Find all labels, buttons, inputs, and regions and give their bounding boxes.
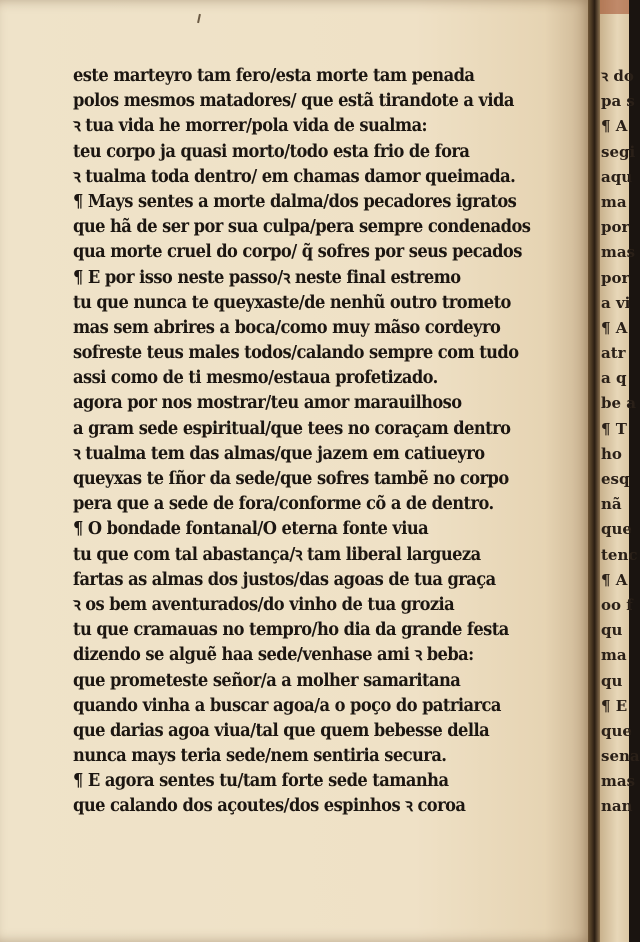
text-line: a gram sede espiritual/que tees no coraçam dentro — [73, 418, 511, 439]
right-page-line-fragment: que — [601, 520, 632, 539]
right-page-line-fragment: atr — [601, 344, 626, 363]
text-line: mas sem abrires a boca/como muy mãso cordeyro — [73, 317, 501, 338]
right-page-line-fragment: oo f — [601, 595, 633, 614]
text-line: que prometeste señor/a a molher samaritana — [73, 670, 461, 691]
right-page-line-fragment: mas — [601, 243, 636, 262]
right-page-line-fragment: aqu — [601, 167, 633, 186]
text-line: dizendo se alguẽ haa sede/venhase ami ꝛ beba: — [73, 645, 474, 666]
text-line: ¶ O bondade fontanal/O eterna fonte viua — [73, 519, 429, 540]
right-page-line-fragment: tenc — [601, 545, 638, 564]
right-page-line-fragment: ¶ A — [601, 318, 628, 337]
text-line: teu corpo ja quasi morto/todo esta frio de fora — [73, 141, 470, 162]
text-line: polos mesmos matadores/ que estã tirandote a vida — [73, 91, 514, 112]
right-page-line-fragment: a q — [601, 369, 627, 388]
text-line: fartas as almas dos justos/das agoas de tua graça — [73, 569, 496, 590]
right-page-line-fragment: ¶ T — [601, 419, 627, 438]
red-edge-stain — [600, 0, 629, 14]
right-page-line-fragment: ma — [601, 646, 627, 665]
right-page-line-fragment: qu — [601, 671, 623, 690]
right-page-line-fragment: sena — [601, 747, 640, 766]
paper-speck — [197, 14, 201, 23]
text-line: ꝛ tua vida he morrer/pola vida de sualma: — [73, 116, 428, 137]
right-page-fragments — [601, 64, 640, 820]
right-page-line-fragment: a vi — [601, 293, 631, 312]
right-page-line-fragment: esq — [601, 470, 630, 488]
text-line: ¶ Mays sentes a morte dalma/dos pecadores igratos — [73, 191, 517, 212]
text-line: pera que a sede de fora/conforme cõ a de dentro. — [73, 494, 494, 515]
text-line: ꝛ os bem aventurados/do vinho de tua grozia — [73, 594, 455, 615]
text-line: quando vinha a buscar agoa/a o poço do patriarca — [73, 695, 501, 716]
text-line: ¶ E agora sentes tu/tam forte sede tamanha — [73, 771, 449, 792]
text-line: que darias agoa viua/tal que quem bebesse della — [73, 720, 490, 741]
right-page-line-fragment: be a — [601, 394, 636, 413]
right-page-line-fragment: ¶ A — [601, 117, 628, 136]
book-gutter — [588, 0, 600, 942]
text-line: assi como de ti mesmo/estaua profetizado. — [73, 368, 438, 389]
right-page-line-fragment: segi — [601, 142, 636, 161]
right-page-line-fragment: mas — [601, 772, 636, 791]
right-page-line-fragment: nã — [601, 495, 622, 514]
verse-text-block — [73, 64, 557, 820]
right-page-line-fragment: por — [601, 218, 630, 237]
text-line: tu que com tal abastança/ꝛ tam liberal largueza — [73, 544, 481, 565]
right-page-line-fragment: ¶ A — [601, 570, 628, 589]
text-line: este marteyro tam fero/esta morte tam penada — [73, 66, 475, 86]
text-line: tu que cramauas no tempro/ho dia da grande festa — [73, 620, 509, 641]
right-page-line-fragment: pa s — [601, 92, 635, 111]
right-page-line-fragment: ma — [601, 192, 627, 211]
text-line: sofreste teus males todos/calando sempre com tudo — [73, 343, 519, 364]
text-line: agora por nos mostrar/teu amor marauilhoso — [73, 393, 462, 414]
text-line: qua morte cruel do corpo/ q̃ sofres por seus pecados — [73, 242, 522, 263]
text-line: nunca mays teria sede/nem sentiria secura. — [73, 746, 447, 767]
text-line: que hã de ser por sua culpa/pera sempre condenados — [73, 217, 531, 238]
right-page-line-fragment: ¶ E — [601, 696, 628, 715]
text-line: ꝛ tualma tem das almas/que jazem em catiueyro — [73, 443, 485, 464]
text-line: ¶ E por isso neste passo/ꝛ neste final estremo — [73, 267, 461, 288]
right-page-line-fragment: nan — [601, 797, 633, 816]
right-page-line-fragment: que — [601, 721, 632, 740]
right-page-line-fragment: qu — [601, 621, 623, 640]
text-line: tu que nunca te queyxaste/de nenhũ outro trometo — [73, 292, 511, 313]
right-page-line-fragment: por — [601, 268, 630, 287]
text-line: que calando dos açoutes/dos espinhos ꝛ coroa — [73, 796, 466, 817]
text-line: ꝛ tualma toda dentro/ em chamas damor queimada. — [73, 166, 516, 187]
right-page-line-fragment: ꝛ do — [601, 67, 634, 85]
text-line: queyxas te ſñor da sede/que sofres tambẽ no corpo — [73, 469, 509, 489]
right-page-line-fragment: ho — [601, 444, 622, 463]
